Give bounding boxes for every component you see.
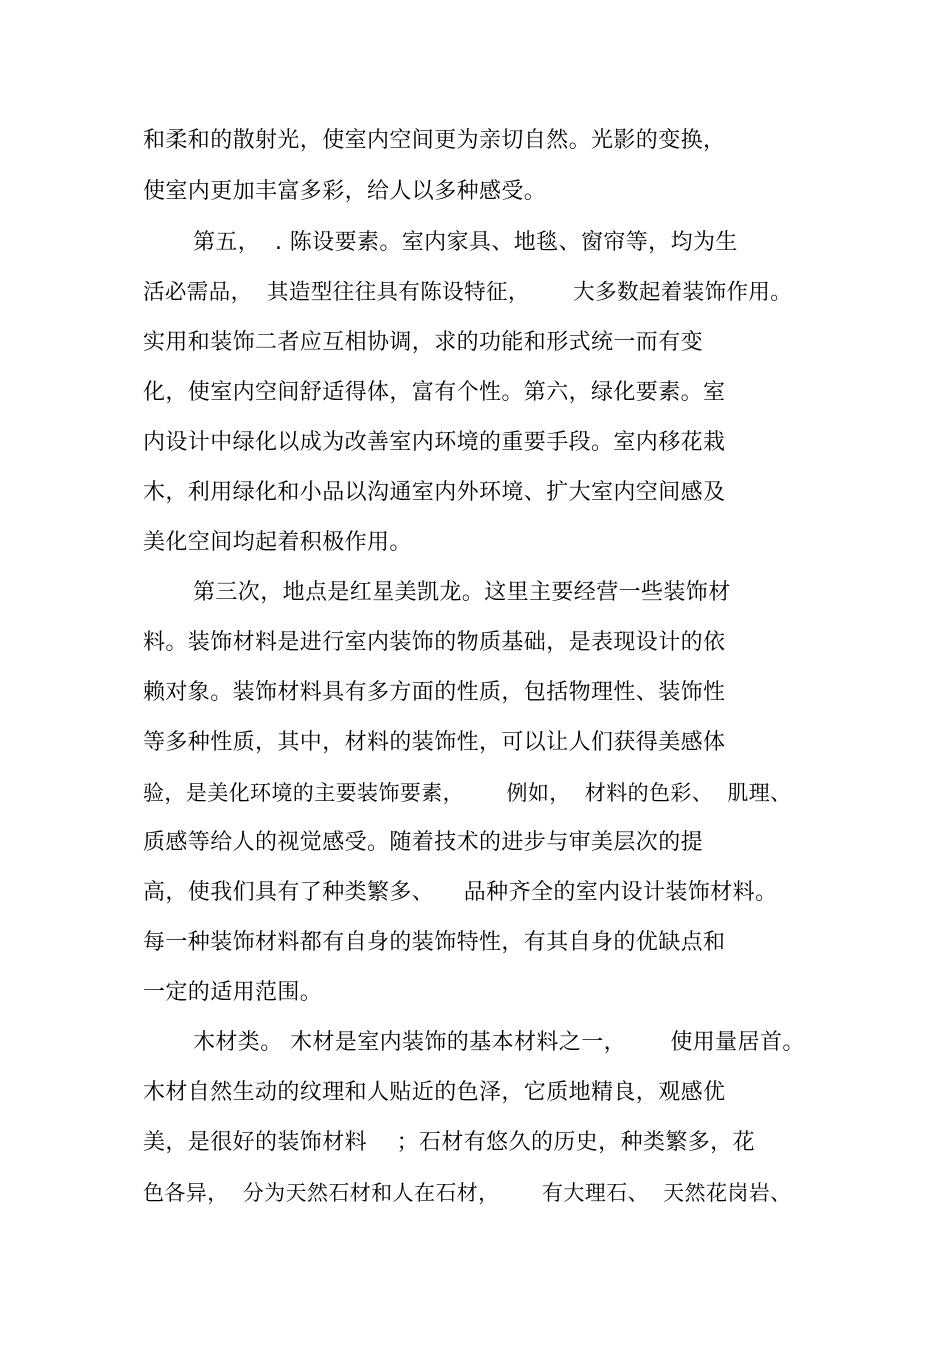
text-line: 美化空间均起着积极作用。 bbox=[143, 530, 412, 555]
text-line: 一定的适用范围。 bbox=[143, 980, 323, 1005]
text-line: 使室内更加丰富多彩，给人以多种感受。 bbox=[143, 179, 547, 204]
text-line: 等多种性质，其中，材料的装饰性，可以让人们获得美感体 bbox=[143, 730, 726, 755]
paragraph-start-line: 第五， . 陈设要素。室内家具、地毯、窗帘等，均为生 bbox=[193, 230, 738, 255]
text-line: 验，是美化环境的主要装饰要素， 例如， 材料的色彩、 肌理、 bbox=[143, 781, 792, 805]
text-line: 质感等给人的视觉感受。随着技术的进步与审美层次的提 bbox=[143, 830, 704, 855]
text-line: 化，使室内空间舒适得体，富有个性。第六，绿化要素。室 bbox=[143, 380, 726, 405]
text-line: 色各异， 分为天然石材和人在石材， 有大理石、 天然花岗岩、 bbox=[143, 1181, 792, 1205]
text-line: 木，利用绿化和小品以沟通室内外环境、扩大室内空间感及 bbox=[143, 480, 726, 505]
text-line: 内设计中绿化以成为改善室内环境的重要手段。室内移花栽 bbox=[143, 430, 726, 455]
text-line: 料。装饰材料是进行室内装饰的物质基础，是表现设计的依 bbox=[143, 630, 726, 655]
text-line: 活必需品， 其造型往往具有陈设特征， 大多数起着装饰作用。 bbox=[143, 280, 793, 305]
text-line: 和柔和的散射光，使室内空间更为亲切自然。光影的变换， bbox=[143, 128, 726, 153]
text-line: 木材自然生动的纹理和人贴近的色泽，它质地精良，观感优 bbox=[143, 1080, 726, 1105]
text-line: 实用和装饰二者应互相协调，求的功能和形式统一而有变 bbox=[143, 330, 704, 355]
paragraph-start-line: 第三次，地点是红星美凯龙。这里主要经营一些装饰材 bbox=[193, 580, 731, 605]
text-line: 高，使我们具有了种类繁多、 品种齐全的室内设计装饰材料。 bbox=[143, 880, 778, 905]
text-line: 赖对象。装饰材料具有多方面的性质，包括物理性、装饰性 bbox=[143, 680, 726, 705]
text-line: 每一种装饰材料都有自身的装饰特性，有其自身的优缺点和 bbox=[143, 930, 726, 955]
text-line: 美，是很好的装饰材料 ；石材有悠久的历史，种类繁多，花 bbox=[143, 1130, 755, 1155]
paragraph-start-line: 木材类。 木材是室内装饰的基本材料之一， 使用量居首。 bbox=[193, 1030, 805, 1055]
